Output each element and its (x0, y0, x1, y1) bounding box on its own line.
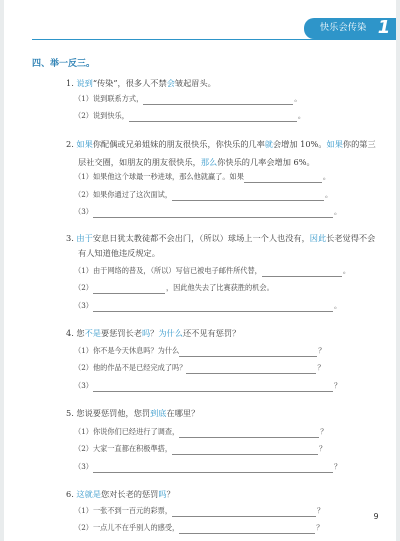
item-punctuation: 。 (297, 111, 306, 120)
prompt-text: 你配偶或兄弟姐妹的朋友很快乐，你快乐的几率 (92, 139, 265, 149)
highlighted-keyword: 就 (264, 139, 273, 149)
item-number: （1） (74, 506, 93, 515)
answer-item (74, 188, 332, 201)
answer-blank[interactable] (244, 173, 322, 183)
item-number: （3） (74, 381, 93, 390)
item-number: （1） (74, 266, 93, 275)
prompt-text: 安息日犹太教徒都不会出门，（所以）球场上一个人也没有， (92, 233, 310, 243)
highlighted-keyword: 如果 (326, 139, 343, 149)
question-prompt (66, 326, 240, 340)
item-punctuation: ？ (333, 462, 342, 471)
item-number: （1） (74, 94, 93, 103)
answer-item (74, 425, 327, 438)
answer-blank[interactable] (172, 191, 324, 201)
answer-blank[interactable] (172, 507, 316, 517)
item-number: （2） (74, 283, 93, 292)
item-punctuation: ？ (320, 427, 328, 436)
prompt-text: ？ (150, 328, 159, 338)
prompt-text: 还不见有惩罚？ (182, 328, 241, 338)
answer-item (74, 379, 341, 392)
answer-item (74, 521, 323, 534)
item-punctuation: ？ (319, 444, 327, 453)
highlighted-keyword: 因此 (309, 233, 327, 243)
prompt-text: 1. (66, 78, 77, 88)
item-punctuation: ，因此他失去了比赛获胜的机会。 (165, 283, 274, 292)
highlighted-keyword: 到底 (150, 408, 167, 418)
question-prompt (66, 487, 175, 501)
item-number: （2） (74, 363, 93, 372)
item-number: （2） (74, 523, 93, 532)
answer-item (74, 344, 325, 357)
prompt-text: 要惩罚长老 (101, 328, 142, 338)
prompt-text: 6. (66, 489, 77, 499)
prompt-text: 3. (66, 233, 77, 243)
prompt-text: 4. 您 (66, 328, 85, 338)
prompt-text: 层社交圈，如朋友的朋友很快乐， (78, 157, 201, 167)
item-number: （2） (74, 444, 93, 453)
item-number: （1） (74, 346, 93, 355)
highlighted-keyword: 吗 (158, 489, 167, 499)
answer-blank[interactable] (186, 364, 316, 374)
item-punctuation: 。 (322, 172, 331, 181)
highlighted-keyword: 会 (166, 78, 175, 88)
answer-blank[interactable] (179, 347, 317, 357)
item-punctuation: ？ (317, 506, 325, 515)
section-title: 四、举一反三。 (32, 59, 96, 69)
item-punctuation: 。 (333, 301, 342, 310)
workbook-page (4, 0, 396, 541)
answer-item (74, 205, 341, 218)
prompt-text: ？ (166, 489, 175, 499)
answer-item (74, 361, 325, 374)
answer-item (74, 170, 330, 183)
prompt-text: 有人知道他违反规定。 (78, 248, 160, 258)
item-punctuation: 。 (342, 266, 351, 275)
prompt-text: “传染”，很多人不禁 (92, 78, 167, 88)
item-stem: 一张不到一百元的彩票， (92, 506, 173, 515)
answer-item (74, 460, 341, 473)
item-punctuation: 。 (325, 190, 333, 199)
answer-item (74, 264, 350, 277)
item-number: （1） (74, 427, 93, 436)
question-prompt (66, 76, 216, 90)
prompt-text: 长老觉得不会 (326, 233, 376, 243)
item-number: （3） (74, 462, 93, 471)
item-stem: 一点儿不在乎别人的感受， (92, 523, 180, 532)
highlighted-keyword: 那么 (200, 157, 218, 167)
item-stem: 他的作品不是已经完成了吗？ (92, 363, 187, 372)
highlighted-keyword: 由于 (76, 233, 93, 243)
item-stem: 你说你们已经进行了调查， (92, 427, 180, 436)
highlighted-keyword: 不是 (84, 328, 101, 338)
question-prompt (78, 246, 160, 260)
item-stem: 如果你通过了这次面试， (92, 190, 173, 199)
answer-item (74, 504, 324, 517)
question-prompt (78, 155, 315, 169)
item-punctuation: ？ (317, 363, 325, 372)
item-stem: 说到快乐， (92, 111, 129, 120)
answer-blank[interactable] (179, 524, 315, 534)
answer-blank[interactable] (93, 208, 333, 218)
chapter-number: 1 (377, 17, 391, 38)
prompt-text: 您对长老的惩罚 (101, 489, 159, 499)
header-divider (32, 39, 396, 40)
item-stem: 说到联系方式， (92, 94, 144, 103)
answer-item (74, 442, 326, 455)
item-punctuation: ？ (318, 346, 326, 355)
answer-blank[interactable] (93, 382, 333, 392)
answer-blank[interactable] (262, 267, 342, 277)
answer-blank[interactable] (93, 302, 333, 312)
item-punctuation: 。 (294, 94, 302, 103)
prompt-text: 在哪里？ (166, 408, 200, 418)
prompt-text: 你快乐的几率会增加 6%。 (217, 157, 315, 167)
item-number: （3） (74, 207, 93, 216)
highlighted-keyword: 这就是 (76, 489, 101, 499)
question-prompt (66, 137, 376, 151)
item-stem: 由于网络的普及，（所以）写信已被电子邮件所代替， (92, 266, 262, 275)
item-number: （1） (74, 172, 93, 181)
question-prompt (66, 406, 199, 420)
answer-item (74, 109, 305, 122)
answer-blank[interactable] (93, 463, 333, 473)
item-punctuation: 。 (333, 207, 342, 216)
highlighted-keyword: 如果 (76, 139, 93, 149)
item-stem: 你不是今天休息吗？为什么 (92, 346, 180, 355)
page-number: 9 (373, 512, 379, 521)
answer-blank[interactable] (93, 284, 165, 294)
item-punctuation: ？ (316, 523, 324, 532)
item-number: （3） (74, 301, 93, 310)
question-prompt (66, 231, 375, 245)
prompt-text: 2. (66, 139, 77, 149)
answer-item (74, 92, 301, 105)
answer-blank[interactable] (129, 112, 297, 122)
highlighted-keyword: 为什么 (158, 328, 183, 338)
highlighted-keyword: 吗 (141, 328, 151, 338)
item-number: （2） (74, 190, 93, 199)
highlighted-keyword: 说到 (76, 78, 93, 88)
prompt-text: 你的第三 (342, 139, 376, 149)
prompt-text: 5. 您说要惩罚他，您罚 (66, 408, 151, 418)
item-punctuation: ？ (333, 381, 342, 390)
answer-blank[interactable] (143, 95, 293, 105)
prompt-text: 皱起眉头。 (174, 78, 216, 88)
answer-item (74, 299, 341, 312)
item-stem: 大家一直都在积极準搭， (92, 444, 173, 453)
item-stem: 如果他这个球最一秒进球，那么他就赢了。如果 (92, 172, 244, 181)
answer-blank[interactable] (172, 445, 318, 455)
answer-blank[interactable] (179, 428, 319, 438)
answer-item (74, 281, 274, 294)
prompt-text: 会增加 10%。 (272, 139, 327, 149)
chapter-title: 快乐会传染 (320, 23, 367, 33)
item-number: （2） (74, 111, 93, 120)
